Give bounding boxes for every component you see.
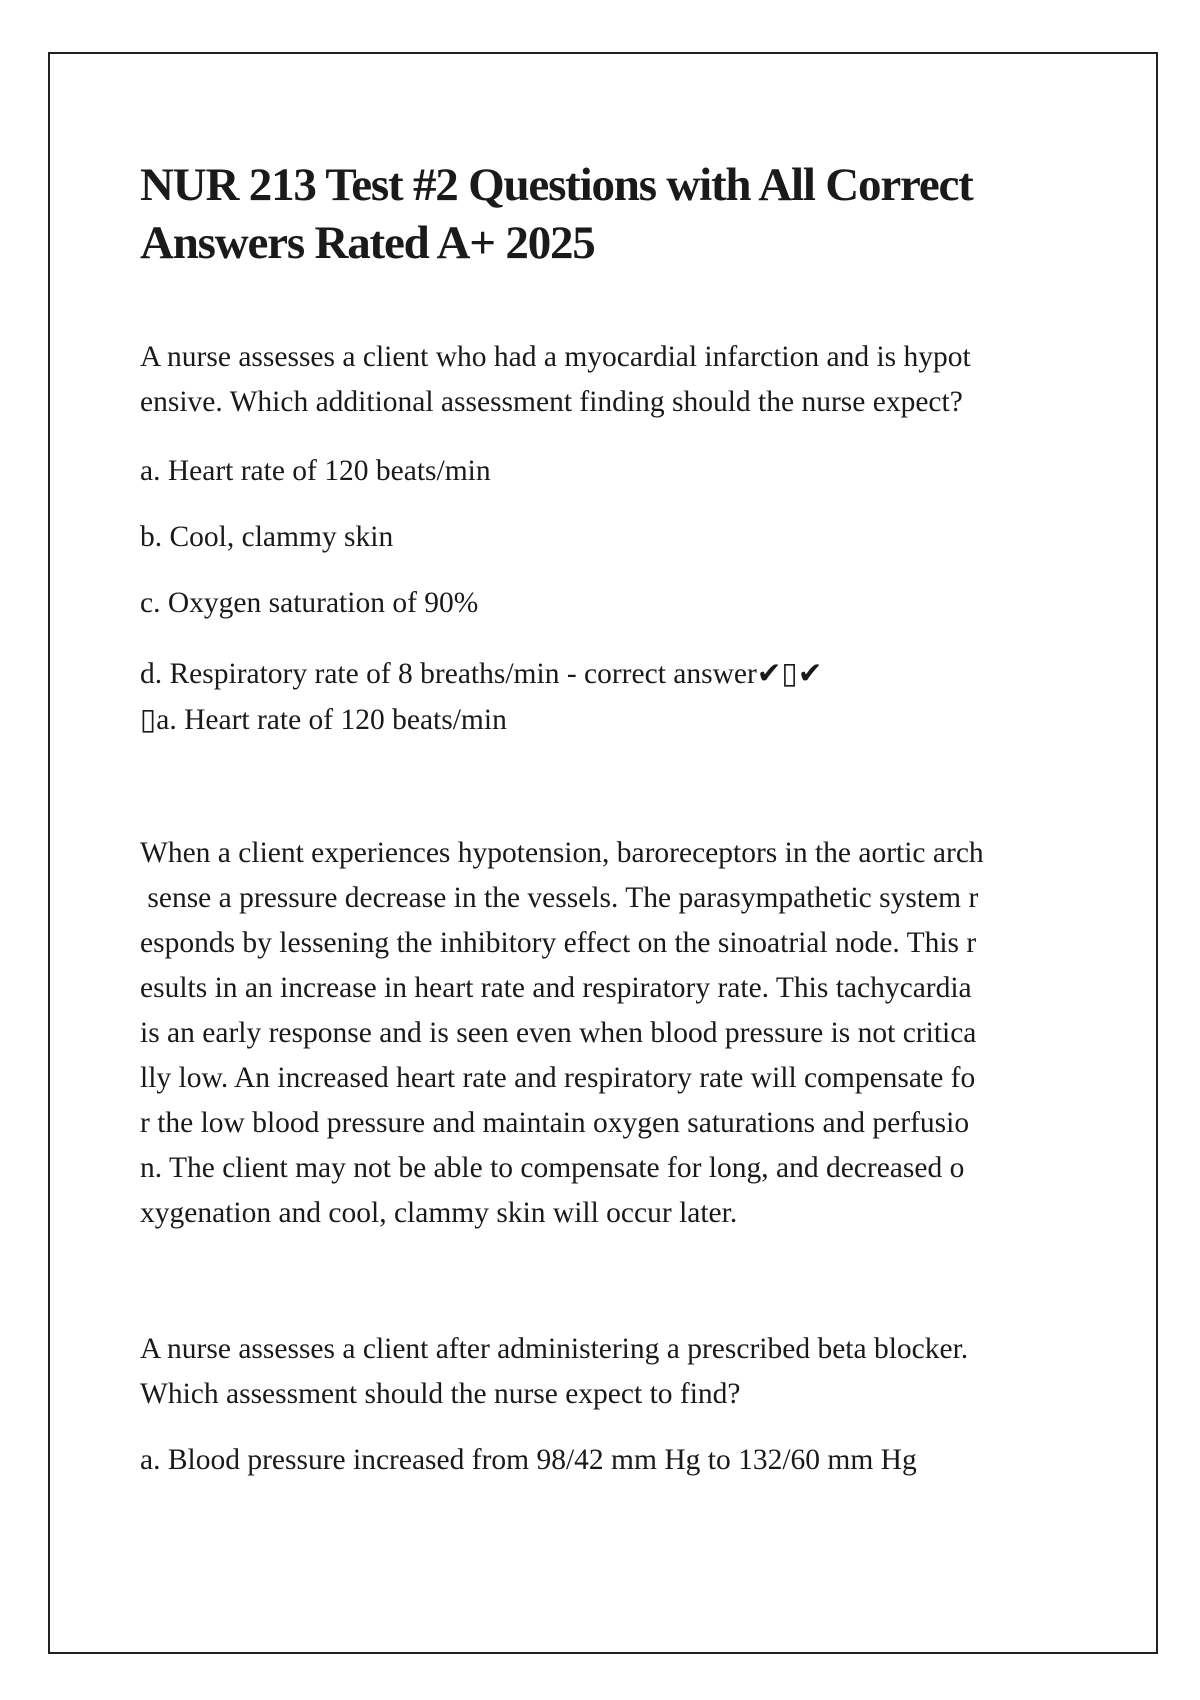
question-1-option-a: a. Heart rate of 120 beats/min <box>140 455 491 487</box>
question-1-option-b: b. Cool, clammy skin <box>140 521 394 553</box>
document-title <box>140 156 973 272</box>
title-line: NUR 213 Test #2 Questions with All Correct <box>140 159 973 211</box>
rationale-line: n. The client may not be able to compensate for long, and decreased o <box>140 1152 965 1184</box>
question-1-stem <box>140 335 971 425</box>
rationale-line: is an early response and is seen even when blood pressure is not critica <box>140 1017 977 1049</box>
rationale-line: r the low blood pressure and maintain oxygen saturations and perfusio <box>140 1107 970 1139</box>
question-2-option-a: a. Blood pressure increased from 98/42 mm Hg to 132/60 mm Hg <box>140 1444 917 1476</box>
rationale-line: sense a pressure decrease in the vessels. The parasympathetic system r <box>140 882 979 914</box>
rationale-line: esults in an increase in heart rate and respiratory rate. This tachycardia <box>140 972 972 1004</box>
rationale-line: esponds by lessening the inhibitory effect on the sinoatrial node. This r <box>140 927 977 959</box>
stem-line: A nurse assesses a client after administering a prescribed beta blocker. <box>140 1333 969 1365</box>
stem-line: A nurse assesses a client who had a myocardial infarction and is hypot <box>140 341 971 373</box>
question-2-stem <box>140 1327 968 1417</box>
rationale-line: xygenation and cool, clammy skin will occur later. <box>140 1197 738 1229</box>
question-1-option-c: c. Oxygen saturation of 90% <box>140 587 479 619</box>
rationale-line: When a client experiences hypotension, baroreceptors in the aortic arch <box>140 837 984 869</box>
question-1-rationale <box>140 831 984 1236</box>
stem-line: ensive. Which additional assessment finding should the nurse expect? <box>140 386 963 418</box>
stem-line: Which assessment should the nurse expect to find? <box>140 1378 741 1410</box>
question-1-option-d: d. Respiratory rate of 8 breaths/min - correct answer✔▯✔ <box>140 658 823 690</box>
rationale-line: lly low. An increased heart rate and respiratory rate will compensate fo <box>140 1062 976 1094</box>
question-1-answer: ▯a. Heart rate of 120 beats/min <box>140 704 507 736</box>
title-line: Answers Rated A+ 2025 <box>140 217 595 269</box>
